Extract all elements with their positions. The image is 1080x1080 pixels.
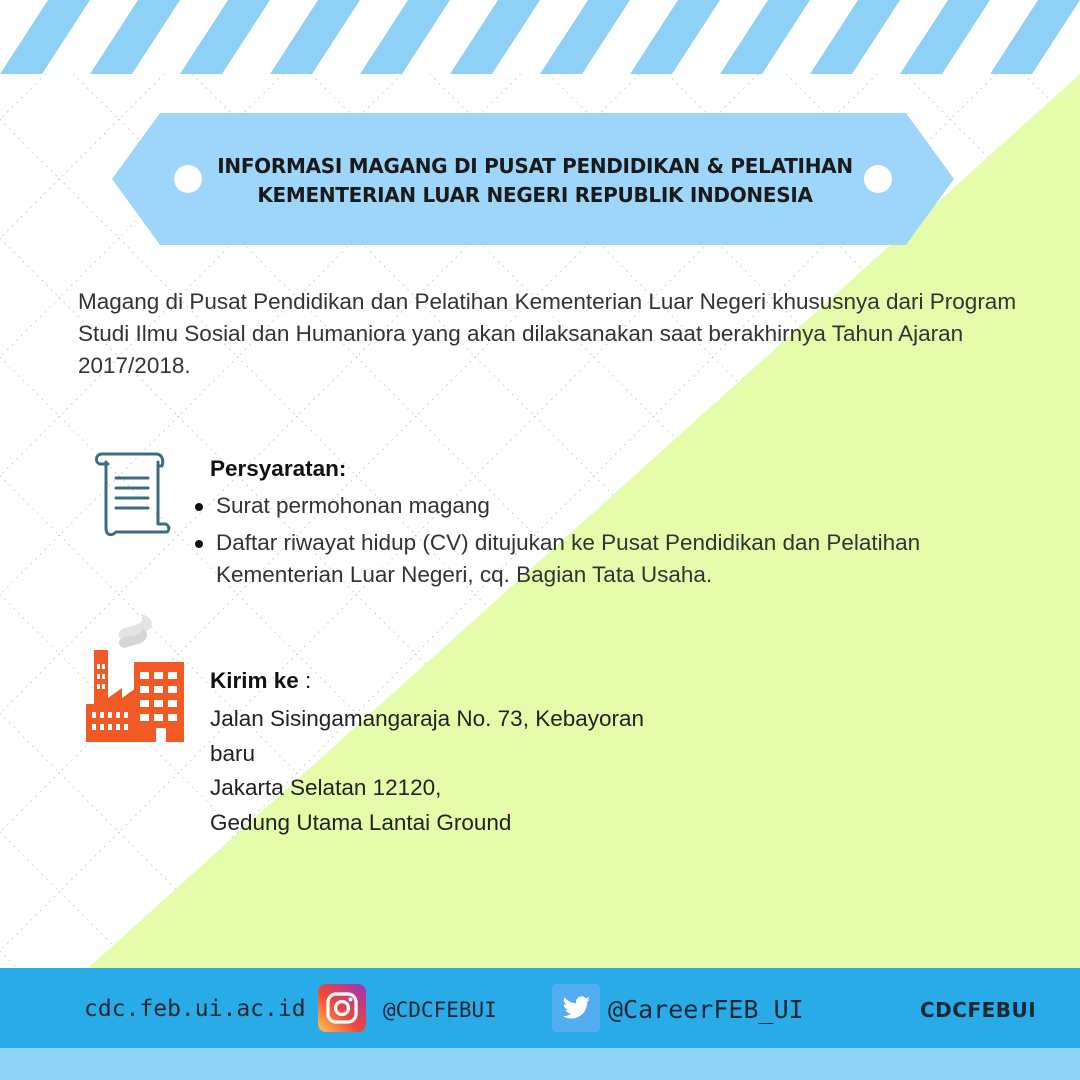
footer-strip (0, 1048, 1080, 1080)
title-line-2: KEMENTERIAN LUAR NEGERI REPUBLIK INDONESIA (257, 183, 813, 207)
intro-paragraph: Magang di Pusat Pendidikan dan Pelatihan Kementerian Luar Negeri khususnya dari Program Studi Ilmu Sosial dan Humaniora yang akan dilaksanakan saat berakhirnya Tahun Ajaran 2017/2018. (78, 289, 1017, 378)
instagram-handle[interactable]: @CDCFEBUI (383, 998, 497, 1022)
website-link[interactable]: cdc.feb.ui.ac.id (84, 996, 306, 1022)
twitter-icon[interactable] (552, 984, 600, 1032)
requirement-text: Daftar riwayat hidup (CV) ditujukan ke Pusat Pendidikan dan Pelatihan Kementerian Luar Negeri, cq. Bagian Tata Usaha. (216, 530, 921, 587)
address-line: baru (210, 740, 256, 766)
requirements-list (192, 490, 1032, 596)
requirements-title: Persyaratan: (210, 456, 347, 481)
brand-name: CDCFEBUI (920, 998, 1037, 1022)
title-line-1: INFORMASI MAGANG DI PUSAT PENDIDIKAN & PELATIHAN (217, 154, 853, 178)
twitter-handle[interactable]: @CareerFEB_UI (608, 995, 804, 1024)
list-item (192, 490, 1032, 522)
address-line: Jakarta Selatan 12120, (210, 775, 442, 800)
instagram-icon[interactable] (318, 984, 366, 1032)
bullet-icon (195, 540, 203, 548)
send-title-label: Kirim ke (210, 668, 299, 693)
factory-icon (84, 612, 186, 742)
scroll-icon (92, 448, 172, 540)
address (210, 702, 730, 840)
requirement-text: Surat permohonan magang (216, 493, 490, 518)
send-title (210, 668, 311, 694)
address-line: Gedung Utama Lantai Ground (210, 809, 512, 835)
page-title (180, 152, 890, 210)
address-line: Jalan Sisingamangaraja No. 73, Kebayoran (210, 706, 645, 731)
list-item (192, 527, 1032, 591)
bullet-icon (195, 503, 203, 511)
send-title-colon: : (298, 668, 312, 693)
